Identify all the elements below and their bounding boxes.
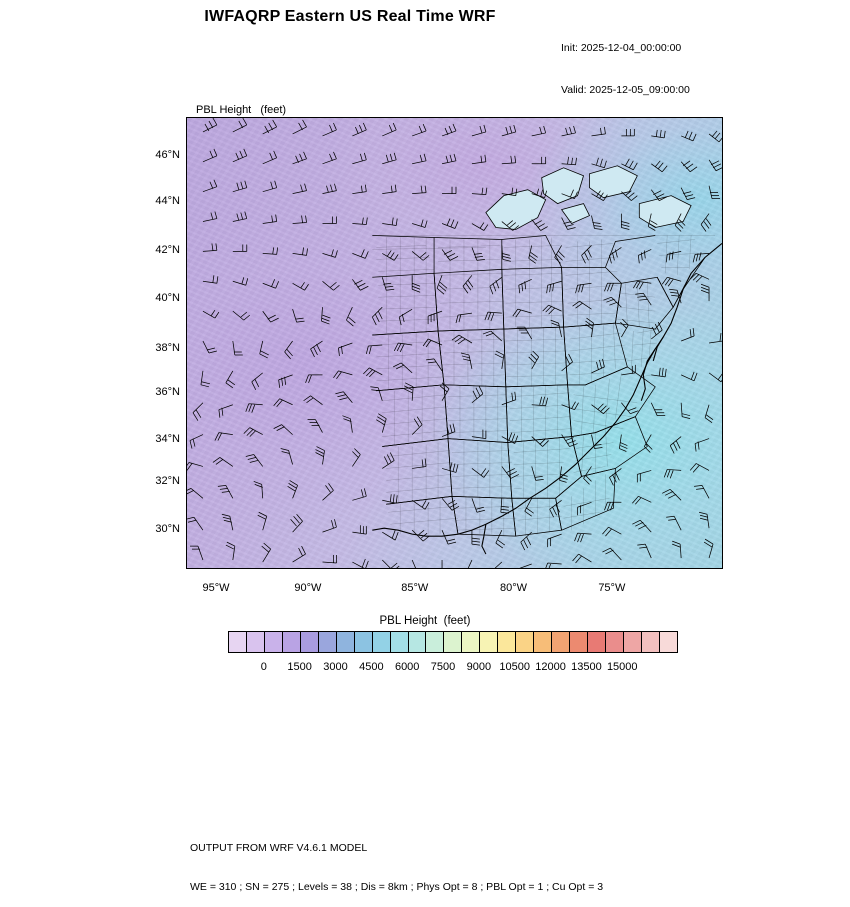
colorbar-swatch bbox=[337, 632, 355, 652]
footer-line-1: OUTPUT FROM WRF V4.6.1 MODEL bbox=[190, 842, 368, 854]
page-title: IWFAQRP Eastern US Real Time WRF bbox=[204, 8, 496, 25]
colorbar-tick: 13500 bbox=[571, 661, 602, 673]
colorbar-tick: 7500 bbox=[430, 661, 456, 673]
colorbar-swatch bbox=[534, 632, 552, 652]
colorbar-swatch bbox=[391, 632, 409, 652]
colorbar-title: PBL Height (feet) bbox=[379, 615, 471, 627]
x-tick-label: 80°W bbox=[500, 582, 528, 594]
colorbar-swatch bbox=[265, 632, 283, 652]
colorbar-tick: 1500 bbox=[287, 661, 312, 673]
colorbar-swatch bbox=[373, 632, 391, 652]
colorbar-swatch bbox=[409, 632, 427, 652]
latitude-axis bbox=[130, 117, 180, 569]
x-tick-label: 75°W bbox=[598, 582, 626, 594]
colorbar-swatch bbox=[247, 632, 265, 652]
init-valid-block bbox=[561, 13, 690, 111]
colorbar-swatch bbox=[606, 632, 624, 652]
map-plot-area bbox=[186, 117, 723, 569]
y-tick-label: 32°N bbox=[155, 474, 180, 487]
colorbar-tick: 3000 bbox=[323, 661, 348, 673]
colorbar-swatch bbox=[552, 632, 570, 652]
colorbar-swatch bbox=[426, 632, 444, 652]
colorbar-swatch bbox=[462, 632, 480, 652]
x-tick-label: 90°W bbox=[294, 582, 322, 594]
colorbar-swatch bbox=[624, 632, 642, 652]
colorbar-tick: 15000 bbox=[606, 661, 638, 673]
pbl-height-label: PBL Height (feet) bbox=[196, 104, 287, 116]
colorbar-swatch bbox=[588, 632, 606, 652]
colorbar-swatch bbox=[319, 632, 337, 652]
colorbar-tick-labels bbox=[228, 661, 678, 677]
colorbar-swatch bbox=[444, 632, 462, 652]
colorbar-tick: 9000 bbox=[466, 661, 492, 673]
colorbar-swatch bbox=[355, 632, 373, 652]
y-tick-label: 30°N bbox=[155, 523, 180, 536]
colorbar-swatch bbox=[301, 632, 319, 652]
colorbar-swatch bbox=[498, 632, 516, 652]
y-tick-label: 34°N bbox=[155, 432, 180, 445]
colorbar-tick: 12000 bbox=[535, 661, 566, 673]
colorbar-tick: 6000 bbox=[394, 661, 420, 673]
colorbar-tick: 4500 bbox=[359, 661, 384, 673]
footer-line-2: WE = 310 ; SN = 275 ; Levels = 38 ; Dis = 8km ; Phys Opt = 8 ; PBL Opt = 1 ; Cu Opt = 3 bbox=[190, 881, 604, 893]
colorbar-swatch bbox=[642, 632, 660, 652]
y-tick-label: 38°N bbox=[155, 341, 180, 354]
x-tick-label: 85°W bbox=[401, 582, 429, 594]
colorbar-swatch bbox=[516, 632, 534, 652]
colorbar-swatch bbox=[283, 632, 301, 652]
y-tick-label: 40°N bbox=[155, 291, 180, 304]
colorbar-swatch bbox=[480, 632, 498, 652]
y-tick-label: 44°N bbox=[155, 195, 180, 208]
colorbar-swatch bbox=[660, 632, 677, 652]
wind-barb-overlay bbox=[187, 118, 722, 568]
colorbar-tick: 10500 bbox=[499, 661, 531, 673]
longitude-axis bbox=[186, 582, 723, 602]
colorbar-swatch bbox=[570, 632, 588, 652]
valid-time: Valid: 2025-12-05_09:00:00 bbox=[561, 84, 690, 96]
y-tick-label: 42°N bbox=[155, 243, 180, 256]
init-time: Init: 2025-12-04_00:00:00 bbox=[561, 42, 682, 54]
colorbar-tick: 0 bbox=[260, 661, 267, 673]
colorbar-swatch bbox=[229, 632, 247, 652]
y-tick-label: 36°N bbox=[155, 385, 180, 398]
x-tick-label: 95°W bbox=[202, 582, 230, 594]
model-footer bbox=[190, 816, 603, 907]
y-tick-label: 46°N bbox=[155, 148, 180, 161]
colorbar bbox=[228, 631, 678, 653]
